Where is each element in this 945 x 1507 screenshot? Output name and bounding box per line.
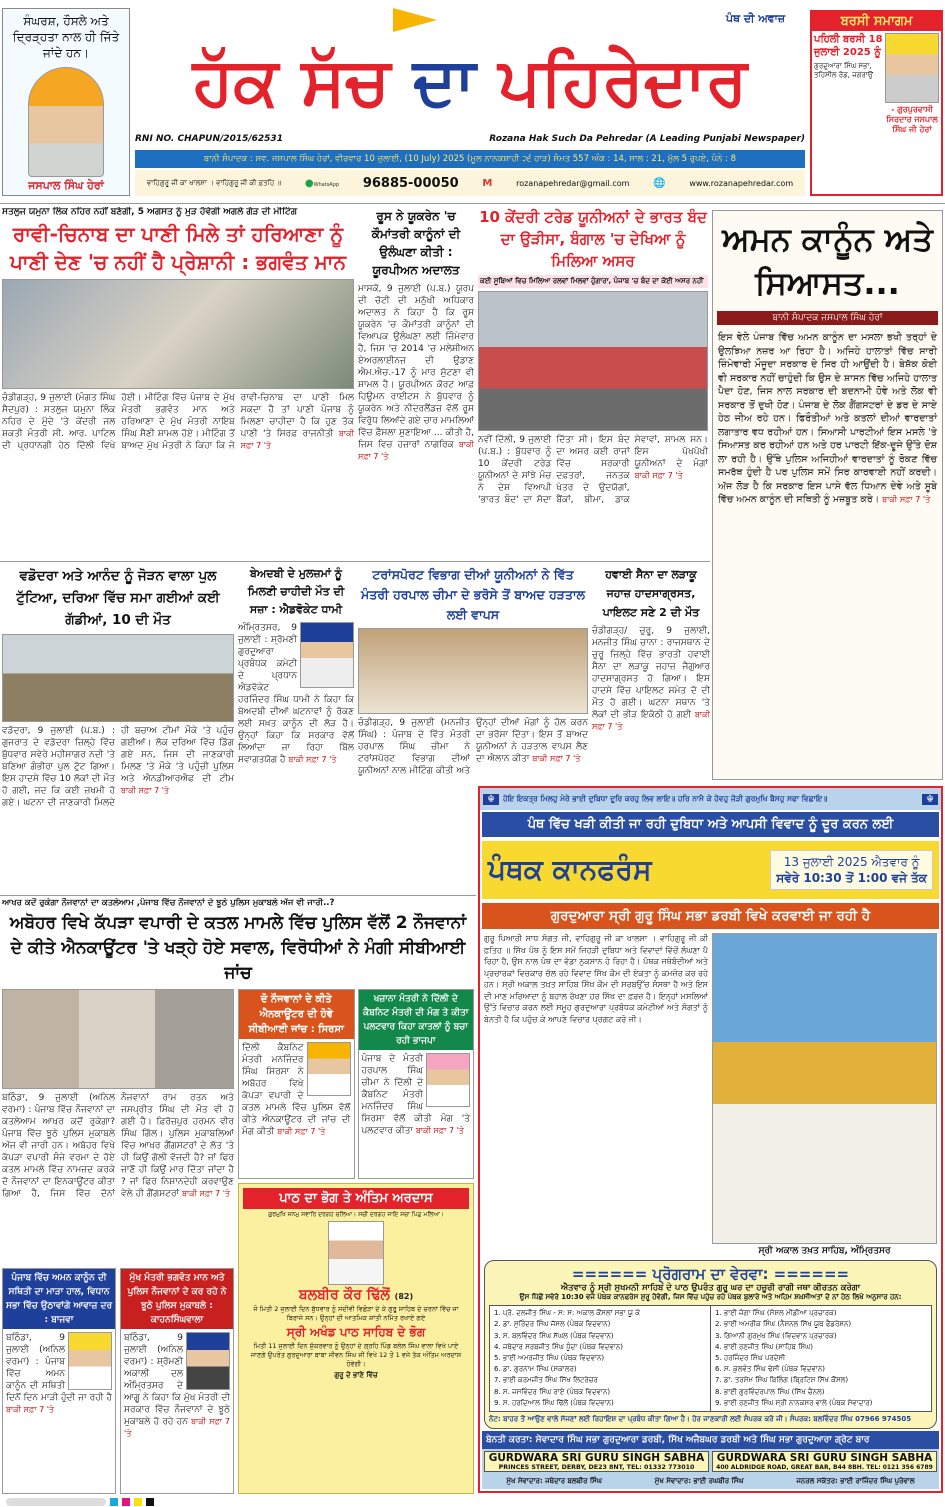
bridge-headline: ਵਡੋਦਰਾ ਅਤੇ ਆਨੰਦ ਨੂੰ ਜੋੜਨ ਵਾਲਾ ਪੁਲ ਟੁੱਟਿਆ, ਦਰਿਆ ਵਿੱਚ ਸਮਾ ਗਈਆਂ ਕਈ ਗੱਡੀਆਂ, 10 ਦੀ ਮੌਤ xyxy=(16,568,220,628)
editorial-body xyxy=(713,331,942,779)
right-ad-title: ਬਰਸੀ ਸਮਾਗਮ xyxy=(812,12,941,31)
speaker-item: 7. ਡਾ. ਤਰਸੇਮ ਸਿੰਘ ਬਿਲਿੰਗ (ਬ੍ਰਿਟਿਸ਼ ਸਿੱਖ ਕੌਂਸਲ) xyxy=(715,1376,849,1385)
masthead-tagline: ਪੰਥ ਦੀ ਅਵਾਜ਼ xyxy=(726,12,785,25)
editorial-continued[interactable]: ਬਾਕੀ ਸਫ਼ਾ 7 'ਤੇ xyxy=(882,495,931,504)
speaker-item: 1. ਪ੍ਰੋ. ਦਲਜੀਤ ਸਿੰਘ - ਸ: ਸ: ਅਕਾਲ ਕੌਂਸਲਾਂ ਸਭਾ ਯੂ ਕੇ xyxy=(494,1309,640,1318)
speaker-item: 6. ਡਾ. ਗੁਰਨਾਮ ਸਿੰਘ (ਸਕਾਲਰ) xyxy=(494,1365,577,1374)
ardas-text1: ਜੋ ਮਿਤੀ 2 ਜੁਲਾਈ ਦਿਨ ਬੁੱਧਵਾਰ ਨੂੰ ਸਦੀਵੀ ਵਿਛੋੜਾ ਦੇ ਕੇ ਗੁਰੂ ਸਾਹਿਬ ਦੇ ਚਰਨਾਂ ਵਿੱਚ ਜਾ ਬਿਰਾਜੇ ਸਨ। ਉਨ੍ਹਾਂ ਦੀ ਆਤਮਿਕ ਸ਼ਾਂਤੀ ਨਮਿੱਤ ਰਖਾਏ ਗਏ xyxy=(253,1305,459,1322)
general-secretary: ਜਨਰਲ ਸਕੱਤਰ: ਭਾਈ ਰਾਜਿੰਦਰ ਸਿੰਘ ਪੁਰੇਵਾਲ xyxy=(796,1477,915,1485)
bajwa-body xyxy=(3,1329,115,1493)
black-swatch xyxy=(146,1498,154,1506)
abohar-body-text: ਬਠਿੰਡਾ, 9 ਜੁਲਾਈ (ਅਨਿਲ ਵਰਮਾ) : ਪੰਜਾਬ ਵਿੱਚ ਨੌਜਵਾਨਾਂ ਦਾ ਕਤਲੇਆਮ ਆਖਰ ਕਦੋਂ ਰੁਕੇਗਾ? ਪੰਜਾਬ ਵਿੱਚ ਝੂਠੇ ਪੁਲਿਸ ਮੁਕਾਬਲੇ ਅੱਜ ਵੀ ਜਾਰੀ ਹਨ। ਅਬੋਹਰ ਵਿਖੇ ਕੱਪੜਾ ਵਪਾਰੀ ਸੰਜੇ ਵਰਮਾ ਦੇ ਹੋਏ ਕਤਲ ਮਾਮਲੇ ਵਿੱਚ ਨਾਮਜ਼ਦ ਕਰਕੇ ਦੋ ਨੌਜਵਾਨਾਂ ਦਾ ਇਨਕਾਊਂਟਰ ਕੀਤਾ ਗਿਆ ਹੈ, ਜਿਸ ਵਿੱਚ ਦੋਨਾਂ ਨੌਜਵਾਨਾਂ ਰਾਮ ਰਤਨ ਅਤੇ ਜਸਪ੍ਰੀਤ ਸਿੰਘ ਦੀ ਮੌਤ ਵੀ ਹੋ ਗਈ ਹੈ। ਫ਼ਿਰੋਜ਼ਪੁਰ ਹਰਮਨ ਵੀਰ ਸਿੰਘ ਗਿੱਲ। ਪੁਲਿਸ ਮੁਕਾਬਲਿਆਂ ਵਿੱਚ ਆਖਰ ਗੈਂਗਸਟਰਾਂ ਦੇ ਲੱਤ 'ਤੇ ਹੀ ਕਿਉਂ ਗੋਲੀ ਵੱਜਦੀ ਹੈ? ਜਾਂ ਫਿਰ ਜਾਣੋਂ ਹੀ ਕਿਉਂ ਮਾਰ ਦਿੱਤਾ ਜਾਂਦਾ ਹੈ ? ਜਾਂ ਫਿਰ ਨਿਸ਼ਾਨਦੇਹੀ ਕਰਵਾਉਣ ਵੇਲੇ ਹੀ ਗੈਂਗਸਟਰਾਂ xyxy=(2,1093,234,1199)
russia-body xyxy=(358,283,474,558)
trade-photo xyxy=(478,291,708,431)
cheema-body-text: ਪੰਜਾਬ ਦੇ ਮੰਤਰੀ ਹਰਪਾਲ ਸਿੰਘ ਚੀਮਾ ਨੇ ਦਿੱਲੀ ਦੇ ਕੈਬਨਿਟ ਮੰਤਰੀ ਮਨਜਿੰਦਰ ਸਿੰਘ ਸਿਰਸਾ ਵੱਲੋਂ ਕੀਤੀ ਮੰਗ 'ਤੇ ਪਲਟਵਾਰ ਕੀਤਾ xyxy=(361,1054,470,1136)
bridge-body xyxy=(2,725,234,892)
trade-story xyxy=(478,206,708,558)
gurdwara-greatbar-address: 400 ALDRIDGE ROAD, GREAT BAR, B44 8BH. TEL: 0121 356 6789 xyxy=(716,1464,933,1471)
abohar-body xyxy=(2,1092,234,1265)
cheema-photo xyxy=(426,1053,470,1107)
row-rule xyxy=(0,561,710,562)
sirsa-continued[interactable]: ਬਾਕੀ ਸਫ਼ਾ 7 'ਤੇ xyxy=(277,1127,326,1136)
speaker-item: 8. ਸ. ਜਸਵਿੰਦਰ ਸਿੰਘ ਰਾਏ (ਪੰਥਕ ਵਿਦਵਾਨ) xyxy=(494,1387,611,1396)
kahnsinghwala-body-text: ਬਠਿੰਡਾ, 9 ਜੁਲਾਈ (ਅਨਿਲ ਵਰਮਾ) : ਸ਼੍ਰੋਮਣੀ ਅਕਾਲੀ ਦਲ ਅੰਮ੍ਰਿਤਸਰ ਦੇ ਆਗੂ ਨੇ ਕਿਹਾ ਕਿ ਮੁੱਖ ਮੰਤਰੀ ਦੀ ਸਰਕਾਰ ਵਿੱਚ ਨੌਜਵਾਨਾਂ ਦੇ ਝੂਠੇ ਮੁਕਾਬਲੇ ਹੋ ਰਹੇ ਹਨ xyxy=(124,1333,230,1427)
abohar-right-column xyxy=(238,989,474,1494)
abohar-columns xyxy=(2,989,474,1494)
speaker-item: 9. ਸ. ਹਰਦਿਆਲ ਸਿੰਘ ਢਿੱਲੋਂ (ਪੰਥਕ ਵਿਦਵਾਨ) xyxy=(494,1398,614,1407)
masthead-title-part2: ਦਾ xyxy=(412,43,476,120)
conference-title: ਪੰਥਕ ਕਾਨਫਰੰਸ xyxy=(488,853,652,886)
lead-headline: ਰਾਵੀ-ਚਿਨਾਬ ਦਾ ਪਾਣੀ ਮਿਲੇ ਤਾਂ ਹਰਿਆਣਾ ਨੂੰ ਪਾਣੀ ਦੇਣ 'ਚ ਨਹੀਂ ਹੈ ਪ੍ਰੇਸ਼ਾਨੀ : ਭਗਵੰਤ ਮਾਨ xyxy=(9,222,347,274)
cheema-headline: ਖਜ਼ਾਨਾ ਮੰਤਰੀ ਨੇ ਦਿੱਲੀ ਦੇ ਕੈਬਨਿਟ ਮੰਤਰੀ ਦੀ ਮੰਗ ਤੇ ਕੀਤਾ ਪਲਟਵਾਰ ਕਿਹਾ ਕਾਤਲਾਂ ਨੂੰ ਬਚਾ ਰਹੀ ਭਾਜਪਾ xyxy=(359,990,474,1050)
editorial-body-text: ਇਸ ਵੇਲੇ ਪੰਜਾਬ ਵਿੱਚ ਅਮਨ ਕਾਨੂੰਨ ਦਾ ਮਸਲਾ ਭਖੀ ਤਰ੍ਹਾਂ ਦੇ ਉਲਝਿਆ ਨਜ਼ਰ ਆ ਰਿਹਾ ਹੈ। ਅਜਿਹੇ ਹਾਲਾਤਾਂ ਵਿੱਚ ਸਾਰੀ ਜ਼ਿੰਮੇਵਾਰੀ ਮੌਜੂਦਾ ਸਰਕਾਰ ਦੇ ਸਿਰ ਹੀ ਆਉਂਦੀ ਹੈ। ਬੇਸ਼ੱਕ ਕੋਈ ਵੀ ਸਰਕਾਰ ਨਹੀਂ ਚਾਹੁੰਦੀ ਕਿ ਉਸ ਦੇ ਸ਼ਾਸਨ ਵਿੱਚ ਅਜਿਹੇ ਹਾਲਾਤ ਪੈਦਾ ਹੋਣ, ਜਿਸ ਨਾਲ ਸਰਕਾਰ ਦੀ ਬਦਨਾਮੀ ਹੋਵੇ ਅਤੇ ਲੋਕ ਵੀ ਸਰਕਾਰ ਤੋਂ ਦੁਖੀ ਹੋਣ। ਪੰਜਾਬ ਦੇ ਲੋਕ ਗੈਂਗਸਟਰਾਂ ਦੇ ਡਰ ਦੇ ਸਾਏ ਹੇਠ ਜੀਅ ਰਹੇ ਹਨ। ਫਿਰੌਤੀਆਂ ਅਤੇ ਕਤਲਾਂ ਦੀਆਂ ਵਾਰਦਾਤਾਂ ਲਗਾਤਾਰ ਵਧ ਰਹੀਆਂ ਹਨ। ਸਿਆਸੀ ਪਾਰਟੀਆਂ ਇਸ ਮਸਲੇ 'ਤੇ ਸਿਆਸਤ ਕਰ ਰਹੀਆਂ ਹਨ ਅਤੇ ਹਰ ਪਾਰਟੀ ਇੱਕ-ਦੂਜੇ ਉੱਤੇ ਦੋਸ਼ ਲਾ ਰਹੀ ਹੈ। ਉੱਥੇ ਪੁਲਿਸ ਅਜਿਹੀਆਂ ਵਾਰਦਾਤਾਂ ਨੂੰ ਰੋਕਣ ਵਿੱਚ ਸਮਰੱਥ ਹੁੰਦੀ ਹੈ ਪਰ ਪੁਲਿਸ ਸਮੇਂ ਸਿਰ ਕਾਰਵਾਈ ਨਹੀਂ ਕਰਦੀ। ਅੱਜ ਲੋੜ ਹੈ ਕਿ ਸਰਕਾਰ ਇਸ ਪਾਸੇ ਵੱਲ ਧਿਆਨ ਦੇਵੇ ਅਤੇ ਸੂਬੇ ਵਿੱਚ ਅਮਨ ਕਾਨੂੰਨ ਦੀ ਸਥਿਤੀ ਨੂੰ ਮਜ਼ਬੂਤ ਕਰੇ। xyxy=(718,332,937,505)
speaker-item: 4. ਜਥੇਦਾਰ ਸਰਬਜੀਤ ਸਿੰਘ ਧੂੰਦਾ (ਪੰਥਕ ਵਿਦਵਾਨ) xyxy=(494,1342,623,1351)
conference-body: ਗੁਰੂ ਪਿਆਰੀ ਸਾਧ ਸੰਗਤ ਜੀ, ਵਾਹਿਗੁਰੂ ਜੀ ਕਾ ਖਾਲਸਾ । ਵਾਹਿਗੁਰੂ ਜੀ ਕੀ ਫ਼ਤਿਹ ॥ ਸਿੱਖ ਪੰਥ ਨੂੰ ਇਸ ਸਮੇਂ ਜਿਹੜੀ ਦੁਬਿਧਾ ਅਤੇ ਵਿਵਾਦਾਂ ਵਿੱਚੋਂ ਲੰਘਣਾ ਪੈ ਰਿਹਾ ਹੈ, ਉਸ ਨਾਲ ਪੰਥ ਦਾ ਵੱਡਾ ਨੁਕਸਾਨ ਹੋ ਰਿਹਾ ਹੈ। ਪੰਥਕ ਜਥੇਬੰਦੀਆਂ ਅਤੇ ਪ੍ਰਚਾਰਕਾਂ ਵਿਚਕਾਰ ਚੱਲ ਰਹੇ ਵਿਵਾਦ ਸਿੱਖ ਕੌਮ ਦੀ ਏਕਤਾ ਨੂੰ ਕਮਜ਼ੋਰ ਕਰ ਰਹੇ ਹਨ। ਸ੍ਰੀ ਅਕਾਲ ਤਖ਼ਤ ਸਾਹਿਬ ਸਿੱਖ ਕੌਮ ਦੀ ਸਰਬਉੱਚ ਸੰਸਥਾ ਹੈ ਅਤੇ ਇਸ ਦੀ ਮਾਣ ਮਰਿਆਦਾ ਨੂੰ ਬਹਾਲ ਰੱਖਣਾ ਹਰ ਸਿੱਖ ਦਾ ਫ਼ਰਜ਼ ਹੈ। ਇਨ੍ਹਾਂ ਮਸਲਿਆਂ ਉੱਤੇ ਵਿਚਾਰ ਕਰਨ ਲਈ ਸਮੂਹ ਗੁਰਦੁਆਰਾ ਪ੍ਰਬੰਧਕ ਕਮੇਟੀਆਂ ਅਤੇ ਸੰਗਤਾਂ ਨੂੰ ਬੇਨਤੀ ਹੈ ਕਿ ਪਹੁੰਚ ਕੇ ਆਪਣੇ ਵਿਚਾਰ ਪ੍ਰਗਟ ਕਰੋ ਜੀ। xyxy=(484,934,708,1024)
conference-datetime xyxy=(770,850,933,890)
akal-takht-caption: ਸ੍ਰੀ ਅਕਾਲ ਤਖ਼ਤ ਸਾਹਿਬ, ਅੰਮ੍ਰਿਤਸਰ xyxy=(758,1246,891,1257)
conference-date: 13 ਜੁਲਾਈ 2025 ਐਤਵਾਰ ਨੂੰ xyxy=(783,855,920,869)
masthead xyxy=(135,8,805,198)
beadbi-body xyxy=(238,622,354,892)
cyan-swatch xyxy=(110,1498,118,1506)
abohar-kicker: ਆਖਰ ਕਦੋਂ ਰੁਕੇਗਾ ਨੌਜਵਾਨਾਂ ਦਾ ਕਤਲੇਆਮ ,ਪੰਜਾਬ ਵਿੱਚ ਨੌਜਵਾਨਾਂ ਦੇ ਝੂਠੇ ਪੁਲਿਸ ਮੁਕਾਬਲੇ ਅੱਜ ਵੀ ਜਾਰੀ..? xyxy=(2,898,335,908)
right-ad-left xyxy=(814,33,883,192)
speaker-item: 4. ਭਾਈ ਰਣਜੀਤ ਸਿੰਘ (ਸਾਹਿਬ ਸਿੰਘ) xyxy=(715,1342,813,1351)
left-ad-name: ਜਸਪਾਲ ਸਿੰਘ ਹੇਰਾਂ xyxy=(28,179,104,192)
kahnsinghwala-body xyxy=(121,1329,233,1493)
russia-body-text: ਮਾਸਕੋ, 9 ਜੁਲਾਈ (ਪ.ਬ.) ਯੂਰਪ ਦੀ ਚੋਟੀ ਦੀ ਮਨੁੱਖੀ ਅਧਿਕਾਰ ਅਦਾਲਤ ਨੇ ਕਿਹਾ ਹੈ ਕਿ ਰੂਸ ਯੂਕਰੇਨ 'ਚ ਕੌਮਾਂਤਰੀ ਕਾਨੂੰਨਾਂ ਦੀ ਵਿਆਪਕ ਉਲੰਘਣਾ ਲਈ ਜ਼ਿੰਮੇਵਾਰ ਹੈ, ਜਿਸ 'ਚ 2014 'ਚ ਮਲੇਸ਼ੀਅਨ ਏਅਰਲਾਈਨਜ਼ ਦੀ ਉਡਾਣ ਐਮ.ਐਚ.-17 ਨੂੰ ਮਾਰ ਸੁੱਟਣਾ ਵੀ ਸ਼ਾਮਲ ਹੈ। ਯੂਰਪੀਅਨ ਕੋਰਟ ਆਫ਼ ਹਿਊਮਨ ਰਾਈਟਸ ਨੇ ਬੁੱਧਵਾਰ ਨੂੰ ਯੂਕਰੇਨ ਅਤੇ ਨੀਦਰਲੈਂਡਜ਼ ਵੱਲੋਂ ਰੂਸ ਵਿਰੁੱਧ ਲਿਆਂਦੇ ਗਏ ਚਾਰ ਮਾਮਲਿਆਂ ਵਿੱਚ ਫ਼ੈਸਲਾ ਸੁਣਾਇਆ ... ਕੀਤੀ ਹੈ, ਜਿਸ ਵਿਚ ਹਜ਼ਾਰਾਂ ਨਾਗਰਿਕ xyxy=(358,284,474,450)
speaker-item: 2. ਡਾ. ਸੁਰਿੰਦਰ ਸਿੰਘ ਜੱਸਲ (ਪੰਥਕ ਵਿਦਵਾਨ) xyxy=(494,1320,611,1329)
ardas-verse: ਗੁਰਮੁਖਿ ਜਨਮੁ ਸਵਾਰਿ ਦਰਗਹ ਚਲਿਆ। ਸਚੀ ਦਰਗਹ ਜਾਇ ਸਚਾ ਪਿੜੁ ਮਲਿਆ। xyxy=(268,1211,444,1218)
bajwa-headline: ਪੰਜਾਬ ਵਿੱਚ ਅਮਨ ਕਾਨੂੰਨ ਦੀ ਸਥਿਤੀ ਦਾ ਮਾੜਾ ਹਾਲ, ਵਿਧਾਨ ਸਭਾ ਵਿੱਚ ਉਠਾਵਾਂਗੇ ਆਵਾਜ਼ ਦਰ : ਬਾਜਵਾ xyxy=(3,1269,115,1329)
beadbi-continued[interactable]: ਬਾਕੀ ਸਫ਼ਾ 7 'ਤੇ xyxy=(288,755,337,764)
abohar-photos xyxy=(2,989,234,1089)
program-note: ਨੋਟ: ਬਾਹਰ ਤੋਂ ਆਉਣ ਵਾਲੇ ਸੱਜਣਾਂ ਲਈ ਰਿਹਾਇਸ਼ ਦਾ ਪ੍ਰਬੰਧ ਕੀਤਾ ਗਿਆ ਹੈ। ਹੋਰ ਜਾਣਕਾਰੀ ਲਈ ਸੰਪਰਕ ਕਰੋ ਜੀ। ਸੰਪਰਕ: ਬਲਵਿੰਦਰ ਸਿੰਘ 07966 974505 xyxy=(489,1415,912,1423)
reaction-boxes xyxy=(238,989,474,1179)
speakers-left xyxy=(490,1306,711,1411)
ardas-portrait xyxy=(328,1221,384,1285)
right-ad-venue: ਗੁਰਦੁਆਰਾ ਸਿੰਘ ਸਭਾ, ਤਹਿਸੀਲ ਰੋਡ, ਜਗਰਾਉਂ xyxy=(814,62,873,79)
ardas-text2: ਮਿਤੀ 11 ਜੁਲਾਈ ਦਿਨ ਸ਼ੁੱਕਰਵਾਰ ਨੂੰ ਉਨ੍ਹਾਂ ਦੇ ਗ੍ਰਹਿ ਪਿੰਡ ਬਲੇਲ ਸਿੰਘ ਵਾਲਾ ਵਿਖੇ ਪਾਏ ਜਾਣਗੇ ਉਪਰੰਤ ਗੁਰਦੁਆਰਾ ਬਾਬਾ ਜੀਵਨ ਸਿੰਘ ਜੀ ਵਿਖੇ 12 ਤੋਂ 1 ਵਜੇ ਤੱਕ ਅੰਤਿਮ ਅਰਦਾਸ ਹੋਵੇਗੀ। xyxy=(250,1342,462,1368)
right-ad-name: - ਗੁਰਪੁਰਵਾਸੀ ਸਿਰਦਾਰ ਜਸਪਾਲ ਸਿੰਘ ਜੀ ਹੇਰਾਂ xyxy=(886,105,938,134)
registration-marks xyxy=(0,1496,945,1507)
kahnsinghwala-headline: ਮੁੱਖ ਮੰਤਰੀ ਭਗਵੰਤ ਮਾਨ ਅਤੇ ਪੁਲਿਸ ਨੌਜਵਾਨਾਂ ਦੇ ਕਰ ਰਹੇ ਨੇ ਝੂਠੇ ਪੁਲਿਸ ਮੁਕਾਬਲੇ : ਕਾਹਨਸਿੰਘਵਾਲਾ xyxy=(121,1269,233,1329)
cheema-body xyxy=(359,1050,474,1178)
bridge-photo xyxy=(2,634,234,722)
left-ad xyxy=(2,8,130,196)
header-rule xyxy=(0,203,945,204)
lead-body-text: ਚੰਡੀਗੜ੍ਹ, 9 ਜੁਲਾਈ (ਮੰਗਤ ਸਿੰਘ ਸੈਦਪੁਰ) : ਸਤਲੁਜ ਯਮੁਨਾ ਲਿੰਕ ਨਹਿਰ ਦੇ ਮੁੱਦੇ 'ਤੇ ਕੇਂਦਰੀ ਜਲ ਸ਼ਕਤੀ ਮੰਤਰੀ ਸੀ. ਆਰ. ਪਾਟਿਲ ਦੀ ਪ੍ਰਧਾਨਗੀ ਹੇਠ ਦਿੱਲੀ ਵਿਖੇ ਹੋਈ। ਮੀਟਿੰਗ ਵਿੱਚ ਪੰਜਾਬ ਦੇ ਮੁੱਖ ਮੰਤਰੀ ਭਗਵੰਤ ਮਾਨ ਅਤੇ ਹਰਿਆਣਾ ਦੇ ਮੁੱਖ ਮੰਤਰੀ ਨਾਇਬ ਸਿੰਘ ਸੈਣੀ ਸ਼ਾਮਲ ਹੋਏ। ਮੀਟਿੰਗ ਤੋਂ ਬਾਅਦ ਮੁੱਖ ਮੰਤਰੀ ਨੇ ਕਿਹਾ ਕਿ ਜੇ ਰਾਵੀ-ਚਿਨਾਬ ਦਾ ਪਾਣੀ ਮਿਲ ਸਕਦਾ ਹੈ ਤਾਂ ਪਾਣੀ ਪੰਜਾਬ ਨੂੰ ਮਿਲਣਾ ਚਾਹੀਦਾ ਹੈ ਕਿ ਹੁਣ ਤੱਕ ਪਾਣੀ 'ਤੇ ਸਿਰਫ਼ ਰਾਜਨੀਤੀ xyxy=(2,393,354,451)
conference-middle xyxy=(480,931,941,1258)
left-ad-quote: ਸੰਘਰਸ਼, ਹੌਸਲੇ ਅਤੇ ਦ੍ਰਿੜ੍ਹਤਾ ਨਾਲ ਹੀ ਜਿੱਤੇ ਜਾਂਦੇ ਹਨ। xyxy=(12,14,120,60)
speaker-item: 3. ਸ. ਬਲਵਿੰਦਰ ਸਿੰਘ ਸੱਘਲ (ਪੰਥਕ ਵਿਦਵਾਨ) xyxy=(494,1331,614,1340)
russia-story xyxy=(358,207,474,558)
speaker-item: 8. ਭਾਈ ਗੁਰਵਿੰਦਰਪਾਲ ਸਿੰਘ (ਸਿੱਖ ਚੈਨਲ) xyxy=(715,1387,825,1396)
left-ad-portrait xyxy=(28,67,104,177)
gurdwara-derby-address: PRINCES STREET, DERBY, DE23 8NT, TEL: 01332 773010 xyxy=(498,1464,695,1471)
contact-bar xyxy=(135,170,805,196)
conference-title-band xyxy=(482,841,939,899)
kahnsinghwala-photo xyxy=(186,1332,230,1390)
russia-continued[interactable]: ਬਾਕੀ ਸਫ਼ਾ 7 'ਤੇ xyxy=(358,440,474,461)
speaker-item: 2. ਭਾਈ ਅਮਰੀਕ ਸਿੰਘ (ਨੈਸ਼ਨਲ ਸਿੱਖ ਯੂਥ ਫੈਡਰੇਸ਼ਨ) xyxy=(715,1320,852,1329)
editorial-headline: ਅਮਨ ਕਾਨੂੰਨ ਅਤੇ ਸਿਆਸਤ... xyxy=(722,220,933,302)
conference-line1: ਪੰਥ ਵਿੱਚ ਖੜੀ ਕੀਤੀ ਜਾ ਰਹੀ ਦੁਬਿਧਾ ਅਤੇ ਆਪਸੀ ਵਿਵਾਦ ਨੂੰ ਦੂਰ ਕਰਨ ਲਈ xyxy=(482,812,939,837)
transport-photo xyxy=(358,628,588,714)
editorial-byline: ਬਾਨੀ ਸੰਪਾਦਕ ਜਸਪਾਲ ਸਿੰਘ ਹੇਰਾਂ xyxy=(717,311,938,325)
jet-story xyxy=(592,565,710,780)
beadbi-headline: ਬੇਅਦਬੀ ਦੇ ਮੁਲਜ਼ਮਾਂ ਨੂੰ ਮਿਲਣੀ ਚਾਹੀਦੀ ਮੌਤ ਦੀ ਸਜ਼ਾ : ਐਡਵੋਕੇਟ ਧਾਮੀ xyxy=(247,567,345,616)
speaker-item: 9. ਭਾਈ ਰਣਜੀਤ ਸਿੰਘ ਸ੍ਰੀ ਨਾਨਕਸਰ ਵਾਲੇ (ਪੰਥਕ ਸੇਵਾਦਾਰ) xyxy=(715,1398,873,1407)
bajwa-photo xyxy=(68,1332,112,1390)
speaker-item: 5. ਭਾਈ ਅਮਰਜੀਤ ਸਿੰਘ (ਪੰਥਕ ਵਿਦਵਾਨ) xyxy=(494,1353,605,1362)
whatsapp-label: WhatsApp xyxy=(313,181,340,188)
khanda-icon-right: ☬ xyxy=(922,794,938,805)
jet-body xyxy=(592,625,710,780)
conference-verse-bar xyxy=(480,788,941,810)
dateline-bar: ਬਾਨੀ ਸੰਪਾਦਕ : ਸਵ. ਜਸਪਾਲ ਸਿੰਘ ਹੇਰਾਂ, ਵੀਰਵਾਰ 10 ਜੁਲਾਈ, (10 July) 2025 (ਮੂਲ ਨਾਨਕਸ਼ਾਹੀ ੨੬ ਹਾੜ) ਸੰਮਤ 557 ਅੰਕ : 14, ਸਾਲ : 21, ਮੁੱਲ 5 ਰੁਪਏ, ਪੰਨੇ : 8 xyxy=(135,150,805,168)
right-ad-content xyxy=(812,31,941,194)
right-ad-right xyxy=(885,33,939,192)
transport-headline: ਟਰਾਂਸਪੋਰਟ ਵਿਭਾਗ ਦੀਆਂ ਯੂਨੀਅਨਾਂ ਨੇ ਵਿੱਤ ਮੰਤਰੀ ਹਰਪਾਲ ਚੀਮਾ ਦੇ ਭਰੋਸੇ ਤੋਂ ਬਾਅਦ ਹੜਤਾਲ ਲਈ ਵਾਪਸ xyxy=(361,567,585,622)
beadbi-story xyxy=(238,565,354,892)
program-title: ====== ਪ੍ਰੋਗਰਾਮ ਦਾ ਵੇਰਵਾ: ====== xyxy=(571,1265,850,1284)
ardas-name: ਬਲਬੀਰ ਕੌਰ ਢਿੱਲੋਂ xyxy=(298,1287,390,1303)
gray-bar xyxy=(6,1498,106,1506)
transport-continued[interactable]: ਬਾਕੀ ਸਫ਼ਾ 7 'ਤੇ xyxy=(532,754,581,763)
program-line2: ਉਸ ਪਿੱਛੋਂ ਸਵੇਰੇ 10:30 ਵਜੇ ਪੰਥਕ ਕਾਨਫਰੰਸ ਸ਼ੁਰੂ ਹੋਵੇਗੀ, ਜਿਸ ਵਿੱਚ ਪਹੁੰਚ ਰਹੇ ਪੰਥਕ ਬੁਲਾਰੇ ਅਤੇ ਅਹਿਮ ਸ਼ਖ਼ਸੀਅਤਾਂ ਦੇ ਨਾਂ ਹੇਠ ਲਿਖੇ ਅਨੁਸਾਰ ਹਨ: xyxy=(519,1293,902,1302)
program-line1: ਐਤਵਾਰ ਨੂੰ ਸ੍ਰੀ ਸੁਖਮਨੀ ਸਾਹਿਬ ਦੇ ਪਾਠ ਉਪਰੰਤ ਗੁਰੂ ਘਰ ਦਾ ਹਜ਼ੂਰੀ ਰਾਗੀ ਜਥਾ ਕੀਰਤਨ ਕਰੇਗਾ xyxy=(560,1283,861,1294)
conference-verse: ਹੋਇ ਇਕਤ੍ਰ ਮਿਲਹੁ ਮੇਰੇ ਭਾਈ ਦੁਬਿਧਾ ਦੂਰਿ ਕਰਹੁ ਲਿਵ ਲਾਇ॥ ਹਰਿ ਨਾਮੈ ਕੇ ਹੋਵਹੁ ਜੋੜੀ ਗੁਰਮੁਖਿ ਬੈਸਹੁ ਸਫਾ ਵਿਛਾਇ॥ xyxy=(503,794,828,803)
rni-number: RNI NO. CHAPUN/2015/62531 xyxy=(135,134,283,144)
sirsa-headline: ਦੋ ਨੌਜਵਾਨਾਂ ਦੇ ਕੀਤੇ ਐਨਕਾਊਂਟਰ ਦੀ ਹੋਵੇ ਸੀਬੀਆਈ ਜਾਂਚ : ਸਿਰਸਾ xyxy=(239,990,354,1039)
sevadar-2: ਮੁੱਖ ਸੇਵਾਦਾਰ: ਭਾਈ ਰਘਬੀਰ ਸਿੰਘ xyxy=(654,1477,744,1485)
kahnsinghwala-box xyxy=(120,1268,234,1494)
sirsa-box xyxy=(238,989,355,1179)
ardas-age: (82) xyxy=(394,1292,414,1301)
jet-body-text: ਚੰਡੀਗੜ੍ਹ/ ਚੁਰੂ, 9 ਜੁਲਾਈ, ਮਨਜੀਤ ਸਿੰਘ ਚਾਨਾ : ਰਾਜਸਥਾਨ ਦੇ ਚੁਰੂ ਜ਼ਿਲ੍ਹੇ ਵਿੱਚ ਭਾਰਤੀ ਹਵਾਈ ਸੈਨਾ ਦਾ ਲੜਾਕੂ ਜਹਾਜ਼ ਜੈਗੁਆਰ ਹਾਦਸਾਗ੍ਰਸਤ ਹੋ ਗਿਆ। ਇਸ ਹਾਦਸੇ ਵਿੱਚ ਪਾਇਲਟ ਸਮੇਤ ਦੋ ਦੀ ਮੌਤ ਹੋ ਗਈ। ਘਟਨਾ ਸਥਾਨ 'ਤੇ ਲੋਕਾਂ ਦੀ ਭੀੜ ਇਕੱਠੀ ਹੋ ਗਈ xyxy=(592,626,710,720)
russia-headline: ਰੂਸ ਨੇ ਯੂਕਰੇਨ 'ਚ ਕੌਮਾਂਤਰੀ ਕਾਨੂੰਨਾਂ ਦੀ ਉਲੰਘਣਾ ਕੀਤੀ : ਯੂਰਪੀਅਨ ਅਦਾਲਤ xyxy=(371,209,461,277)
conference-time: ਸਵੇਰੇ 10:30 ਤੋਂ 1:00 ਵਜੇ ਤੱਕ xyxy=(776,871,927,885)
trade-body xyxy=(478,434,708,558)
email-link[interactable]: rozanapehredar@gmail.com xyxy=(516,178,630,188)
dhami-photo xyxy=(300,622,354,688)
ardas-footer: ਗੁਰੂ ਦੇ ਭਾਣੇ ਵਿੱਚ xyxy=(334,1371,378,1379)
lead-photo xyxy=(2,279,354,389)
trade-body-text: ਨਵੀਂ ਦਿੱਲੀ, 9 ਜੁਲਾਈ (ਪ.ਬ.) : ਬੁੱਧਵਾਰ ਨੂੰ 10 ਕੇਂਦਰੀ ਟਰੇਡ ਯੂਨੀਅਨਾਂ ਦੇ ਸਾਂਝੇ ਮੰਚ ਨੇ ਦੇਸ਼ ਵਿਆਪੀ 'ਭਾਰਤ ਬੰਦ' ਦਾ ਸੱਦਾ ਦਿੱਤਾ ਸੀ। ਇਸ ਬੰਦ ਦਾ ਅਸਰ ਕਈ ਰਾਜਾਂ ਵਿੱਚ ਸਰਕਾਰੀ ਦਫ਼ਤਰਾਂ, ਜਨਤਕ ਖੇਤਰ ਦੇ ਉਦਯੋਗਾਂ, ਬੈਂਕਾਂ, ਬੀਮਾ, ਡਾਕ ਸੇਵਾਵਾਂ, ਸ਼ਾਮਲ ਸਨ। ਇਸ ਪੱਖਪੱਖੀ ਯੂਨੀਅਨਾਂ ਦੇ ਮੰਗਾਂ xyxy=(478,435,708,505)
magenta-swatch xyxy=(122,1498,130,1506)
yellow-swatch xyxy=(134,1498,142,1506)
right-ad-portrait xyxy=(885,33,939,103)
speaker-item: 5. ਹਰਜਿੰਦਰ ਸਿੰਘ ਪਰਦੇਸੀ xyxy=(715,1353,786,1362)
masthead-title-part3: ਪਹਿਰੇਦਾਰ xyxy=(498,43,748,120)
globe-icon: 🌐 xyxy=(653,177,666,189)
email-icon: M xyxy=(482,177,493,189)
bajwa-box xyxy=(2,1268,116,1494)
ardas-ad xyxy=(238,1183,474,1494)
khanda-flag-icon xyxy=(393,8,437,32)
gurdwara-derby xyxy=(484,1451,709,1472)
masthead-title-part1: ਹੱਕ ਸੱਚ xyxy=(192,43,390,120)
trade-subhead: ਕਈ ਸੂਬਿਆਂ ਵਿਚ ਮਿਲਿਆ ਰਲਵਾਂ ਮਿਲਵਾਂ ਹੁੰਗਾਰਾ, ਪੰਜਾਬ 'ਚ ਬੰਦ ਦਾ ਕੋਈ ਅਸਰ ਨਹੀਂ xyxy=(478,275,708,288)
lead-continued[interactable]: ਬਾਕੀ ਸਫ਼ਾ 7 'ਤੇ xyxy=(240,429,354,450)
bajwa-continued[interactable]: ਬਾਕੀ ਸਫ਼ਾ 7 'ਤੇ xyxy=(6,1405,55,1414)
abohar-rule xyxy=(0,895,476,896)
abohar-left-column xyxy=(2,989,234,1494)
jet-headline: ਹਵਾਈ ਸੈਨਾ ਦਾ ਲੜਾਕੂ ਜਹਾਜ਼ ਹਾਦਸਾਗ੍ਰਸਤ, ਪਾਇਲਟ ਸਣੇ 2 ਦੀ ਮੌਤ xyxy=(602,568,700,619)
masthead-title xyxy=(135,34,805,130)
abohar-section xyxy=(2,898,474,1494)
program-box xyxy=(484,1260,937,1429)
kahnsinghwala-continued[interactable]: ਬਾਕੀ ਸਫ਼ਾ 7 'ਤੇ xyxy=(124,1417,230,1438)
sevadar-bar xyxy=(482,1474,939,1489)
abohar-continued[interactable]: ਬਾਕੀ ਸਫ਼ਾ 7 'ਤੇ xyxy=(181,1189,231,1198)
sirsa-body-text: ਦਿੱਲੀ ਕੈਬਨਿਟ ਮੰਤਰੀ ਮਨਜਿੰਦਰ ਸਿੰਘ ਸਿਰਸਾ ਨੇ ਅਬੋਹਰ ਵਿਖੇ ਕੱਪੜਾ ਵਪਾਰੀ ਦੇ ਕਤਲ ਮਾਮਲੇ ਵਿੱਚ ਪੁਲਿਸ ਵੱਲੋਂ ਕੀਤੇ ਐਨਕਾਊਂਟਰ ਦੀ ਜਾਂਚ ਦੀ ਮੰਗ ਕੀਤੀ xyxy=(242,1043,351,1137)
speakers-right xyxy=(711,1306,931,1411)
sevadar-1: ਮੁੱਖ ਸੇਵਾਦਾਰ: ਜਥੇਦਾਰ ਬਲਬੀਰ ਸਿੰਘ xyxy=(506,1477,602,1485)
speaker-item: 6. ਸ. ਕੁਲਵੰਤ ਸਿੰਘ ਢੇਸੀ (ਪੰਥਕ ਵਿਦਵਾਨ) xyxy=(715,1365,825,1374)
trade-continued[interactable]: ਬਾਕੀ ਸਫ਼ਾ 7 'ਤੇ xyxy=(634,471,683,480)
lead-kicker: ਸਤਲੁਜ ਯਮੁਨਾ ਲਿੰਕ ਨਹਿਰ ਨਹੀਂ ਬਣੇਗੀ, 5 ਅਗਸਤ ਨੂੰ ਮੁੜ ਹੋਵੇਗੀ ਅਗਲੇ ਗੇੜ ਦੀ ਮੀਟਿੰਗ xyxy=(2,207,298,217)
akal-takht-block xyxy=(712,933,937,1256)
speaker-item: 1. ਭਾਈ ਜੋਗਾ ਸਿੰਘ (ਸੋਸ਼ਲ ਮੀਡੀਆ ਪ੍ਰਚਾਰਕ) xyxy=(715,1309,837,1318)
ardas-subtitle: ਸ੍ਰੀ ਅਖੰਡ ਪਾਠ ਸਾਹਿਬ ਦੇ ਭੋਗ xyxy=(286,1325,426,1339)
lead-body xyxy=(2,392,354,558)
trade-headline: 10 ਕੇਂਦਰੀ ਟਰੇਡ ਯੂਨੀਅਨਾਂ ਦੇ ਭਾਰਤ ਬੰਦ ਦਾ ਉੜੀਸਾ, ਬੰਗਾਲ 'ਚ ਦੇਖਿਆ ਨੂੰ ਮਿਲਿਆ ਅਸਰ xyxy=(479,208,707,270)
cheema-continued[interactable]: ਬਾਕੀ ਸਫ਼ਾ 7 'ਤੇ xyxy=(415,1126,464,1135)
english-name: Rozana Hak Such Da Pehredar (A Leading Punjabi Newspaper) xyxy=(489,134,805,144)
ardas-title: ਪਾਠ ਦਾ ਭੋਗ ਤੇ ਅੰਤਿਮ ਅਰਦਾਸ xyxy=(243,1188,469,1209)
website-link[interactable]: www.rozanapehredar.com xyxy=(689,178,794,188)
gurdwara-boxes xyxy=(482,1449,939,1474)
khanda-icon: ☬ xyxy=(483,794,499,805)
gurdwara-derby-name: GURDWARA SRI GURU SINGH SABHA xyxy=(488,1452,705,1464)
speaker-item: 3. ਗਿਆਨੀ ਗੁਰਮੁਖ ਸਿੰਘ (ਵਿਦਵਾਨ ਪ੍ਰਚਾਰਕ) xyxy=(715,1331,837,1340)
requesters-bar: ਬੇਨਤੀ ਕਰਤਾ: ਸੇਵਾਦਾਰ ਸਿੰਘ ਸਭਾ ਗੁਰਦੁਆਰਾ ਡਰਬੀ, ਸਿੱਖ ਅਜੈਬਘਰ ਡਰਬੀ ਅਤੇ ਸਿੰਘ ਸਭਾ ਗੁਰਦੁਆਰਾ ਗ੍ਰੇਟ ਬਾਰ xyxy=(482,1431,939,1449)
whatsapp-icon: ●WhatsApp xyxy=(304,177,340,189)
abohar-side-boxes xyxy=(2,1268,234,1494)
editorial xyxy=(712,210,943,780)
gurdwara-greatbar xyxy=(712,1451,937,1472)
phone-number[interactable]: 96885-00050 xyxy=(362,175,459,191)
bridge-continued[interactable]: ਬਾਕੀ ਸਫ਼ਾ 7 'ਤੇ xyxy=(121,786,170,795)
conference-venue: ਗੁਰਦੁਆਰਾ ਸ੍ਰੀ ਗੁਰੂ ਸਿੰਘ ਸਭਾ ਡਰਬੀ ਵਿਖੇ ਕਰਵਾਈ ਜਾ ਰਹੀ ਹੈ xyxy=(482,903,939,929)
beadbi-body-text: ਅੰਮ੍ਰਿਤਸਰ, 9 ਜੁਲਾਈ : ਸ਼੍ਰੋਮਣੀ ਗੁਰਦੁਆਰਾ ਪ੍ਰਬੰਧਕ ਕਮੇਟੀ ਦੇ ਪ੍ਰਧਾਨ ਐਡਵੋਕੇਟ ਹਰਜਿੰਦਰ ਸਿੰਘ ਧਾਮੀ ਨੇ ਕਿਹਾ ਕਿ ਬੇਅਦਬੀ ਦੀਆਂ ਘਟਨਾਵਾਂ ਨੂੰ ਰੋਕਣ ਲਈ ਸਖ਼ਤ ਕਾਨੂੰਨ ਦੀ ਲੋੜ ਹੈ। ਉਨ੍ਹਾਂ ਕਿਹਾ ਕਿ ਸਰਕਾਰ ਵੱਲੋਂ ਲਿਆਂਦਾ ਜਾ ਰਿਹਾ ਬਿੱਲ ਸਵਾਗਤਯੋਗ ਹੈ xyxy=(238,623,354,765)
greeting: ਵਾਹਿਗੁਰੂ ਜੀ ਕਾ ਖਾਲਸਾ । ਵਾਹਿਗੁਰੂ ਜੀ ਕੀ ਫ਼ਤਹਿ ॥ xyxy=(146,178,282,187)
sirsa-photo xyxy=(307,1042,351,1096)
ardas-name-line xyxy=(299,1287,413,1303)
conference-ad xyxy=(478,786,943,1493)
lead-story xyxy=(2,207,354,558)
jet-continued[interactable]: ਬਾਕੀ ਸਫ਼ਾ 7 'ਤੇ xyxy=(592,710,710,731)
bajwa-body-text: ਬਠਿੰਡਾ, 9 ਜੁਲਾਈ (ਅਨਿਲ ਵਰਮਾ) : ਪੰਜਾਬ ਵਿੱਚ ਅਮਨ ਕਾਨੂੰਨ ਦੀ ਸਥਿਤੀ ਦਿਨੋਂ ਦਿਨ ਮਾੜੀ ਹੁੰਦੀ ਜਾ ਰਹੀ ਹੈ xyxy=(6,1333,112,1403)
speakers-table xyxy=(489,1305,932,1412)
gurdwara-greatbar-name: GURDWARA SRI GURU SINGH SABHA xyxy=(716,1452,933,1464)
right-ad-date: ਪਹਿਲੀ ਬਰਸੀ 18 ਜੁਲਾਈ 2025 ਨੂੰ xyxy=(814,34,883,58)
bridge-body-text: ਵਡੋਦਰਾ, 9 ਜੁਲਾਈ (ਪ.ਬ.) : ਗੁਜਰਾਤ ਦੇ ਵਡੋਦਰਾ ਜ਼ਿਲ੍ਹੇ ਵਿੱਚ ਬੁੱਧਵਾਰ ਸਵੇਰੇ ਮਹੀਸਾਗਰ ਨਦੀ 'ਤੇ ਬਣਿਆ ਗੰਭੀਰਾ ਪੁਲ ਟੁੱਟ ਗਿਆ। ਇਸ ਹਾਦਸੇ ਵਿੱਚ 10 ਲੋਕਾਂ ਦੀ ਮੌਤ ਹੋ ਗਈ, ਜਦ ਕਿ ਕਈ ਜ਼ਖਮੀ ਹੋ ਗਏ। ਘਟਨਾ ਦੀ ਜਾਣਕਾਰੀ ਮਿਲਦੇ ਹੀ ਬਚਾਅ ਟੀਮਾਂ ਮੌਕੇ 'ਤੇ ਪਹੁੰਚ ਗਈਆਂ। ਲੋਕ ਦਰਿਆ ਵਿੱਚ ਡਿੱਗ ਗਏ ਸਨ, ਜਿਸ ਦੀ ਜਾਣਕਾਰੀ ਮਿਲਣ 'ਤੇ ਮੌਕੇ 'ਤੇ ਪਹੁੰਚੀ ਪੁਲਿਸ ਅਤੇ ਐਨਡੀਆਰਐਫ ਦੀ ਟੀਮ xyxy=(2,726,234,808)
transport-body-text: ਚੰਡੀਗੜ੍ਹ, 9 ਜੁਲਾਈ (ਮਨਜੀਤ ਸਿੰਘ) : ਪੰਜਾਬ ਦੇ ਵਿੱਤ ਮੰਤਰੀ ਹਰਪਾਲ ਸਿੰਘ ਚੀਮਾ ਨੇ ਟਰਾਂਸਪੋਰਟ ਵਿਭਾਗ ਦੀਆਂ ਯੂਨੀਅਨਾਂ ਨਾਲ ਮੀਟਿੰਗ ਕੀਤੀ ਅਤੇ ਉਨ੍ਹਾਂ ਦੀਆਂ ਮੰਗਾਂ ਨੂੰ ਹੱਲ ਕਰਨ ਦਾ ਭਰੋਸਾ ਦਿੱਤਾ। ਇਸ ਤੋਂ ਬਾਅਦ ਯੂਨੀਅਨਾਂ ਨੇ ਹੜਤਾਲ ਵਾਪਸ ਲੈਣ ਦਾ ਐਲਾਨ ਕੀਤਾ xyxy=(358,718,588,776)
sirsa-body xyxy=(239,1039,354,1178)
cheema-box xyxy=(358,989,475,1179)
bridge-story xyxy=(2,565,234,892)
speaker-item: 7. ਭਾਈ ਕਰਮਜੀਤ ਸਿੰਘ ਸਿੱਖ ਲਿਟਰੇਚਰ xyxy=(494,1376,598,1385)
masthead-subline xyxy=(135,134,805,144)
right-ad xyxy=(810,10,943,196)
akal-takht-photo xyxy=(712,933,937,1244)
abohar-headline: ਅਬੋਹਰ ਵਿਖੇ ਕੱਪੜਾ ਵਪਾਰੀ ਦੇ ਕਤਲ ਮਾਮਲੇ ਵਿੱਚ ਪੁਲਿਸ ਵੱਲੋਂ 2 ਨੌਜਵਾਨਾਂ ਦੇ ਕੀਤੇ ਐਨਕਾਊਂਟਰ 'ਤੇ ਖੜ੍ਹੇ ਹੋਏ ਸਵਾਲ, ਵਿਰੋਧੀਆਂ ਨੇ ਮੰਗੀ ਸੀਬੀਆਈ ਜਾਂਚ xyxy=(9,913,467,983)
